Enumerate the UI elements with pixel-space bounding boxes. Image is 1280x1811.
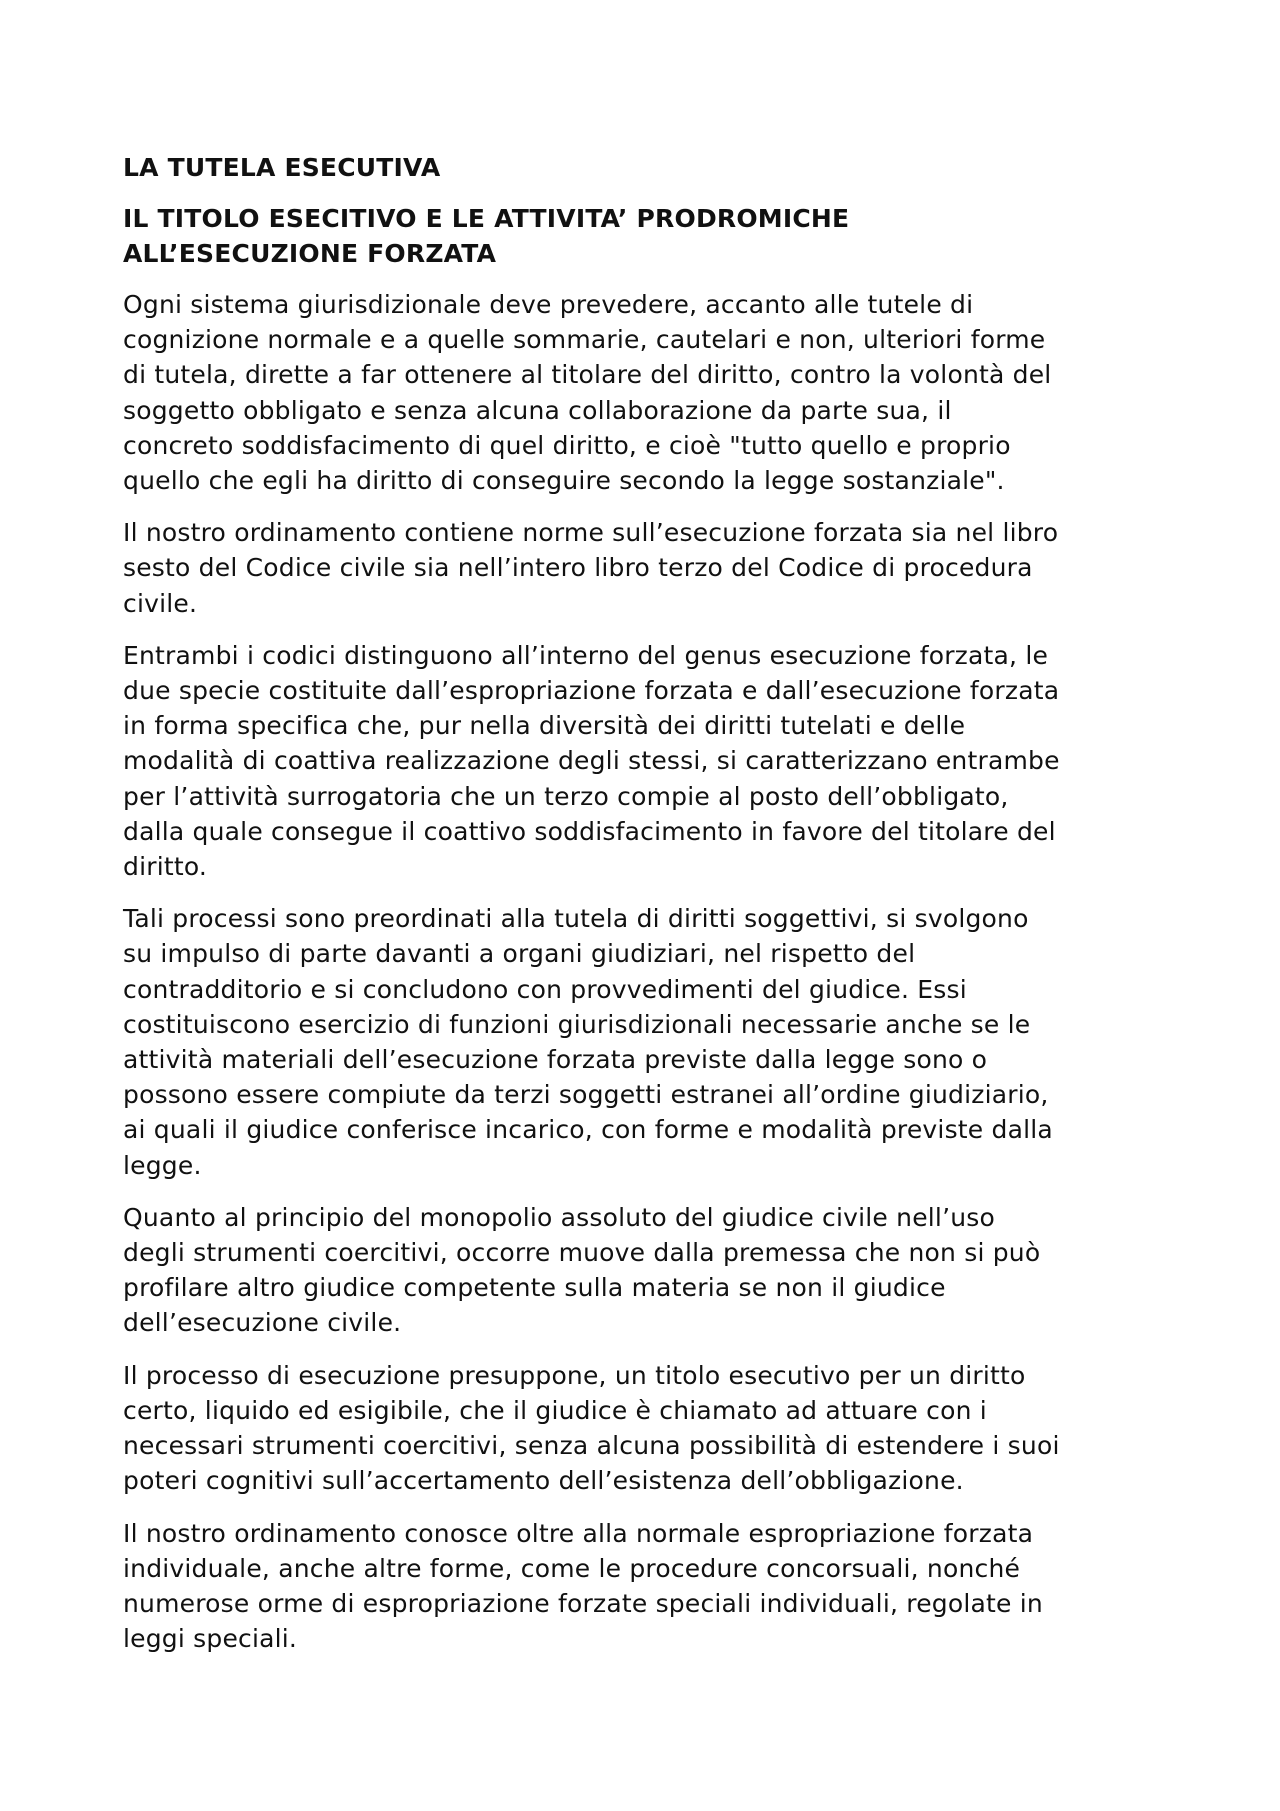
text-line: sesto del Codice civile sia nell’intero libro terzo del Codice di procedura [123,553,1033,583]
document-body [123,150,1173,1673]
text-line: su impulso di parte davanti a organi giudiziari, nel rispetto del [123,939,916,969]
text-line: concreto soddisfacimento di quel diritto, e cioè "tutto quello e proprio [123,430,1011,460]
text-line: modalità di coattiva realizzazione degli stessi, si caratterizzano entrambe [123,746,1060,776]
text-line: necessari strumenti coercitivi, senza alcuna possibilità di estendere i suoi [123,1431,1060,1461]
text-line: degli strumenti coercitivi, occorre muove dalla premessa che non si può [123,1238,1041,1268]
text-line: certo, liquido ed esigibile, che il giudice è chiamato ad attuare con i [123,1395,987,1425]
subtitle-line: IL TITOLO ESECITIVO E LE ATTIVITA’ PRODROMICHE [123,204,850,233]
text-line: diritto. [123,852,208,882]
text-line: quello che egli ha diritto di conseguire secondo la legge sostanziale". [123,466,1005,496]
text-line: numerose orme di espropriazione forzate speciali individuali, regolate in [123,1588,1043,1618]
document-subtitle [123,201,1173,271]
text-line: in forma specifica che, pur nella diversità dei diritti tutelati e delle [123,711,966,741]
text-line: cognizione normale e a quelle sommarie, cautelari e non, ulteriori forme [123,325,1046,355]
text-line: soggetto obbligato e senza alcuna collaborazione da parte sua, il [123,395,952,425]
text-line: Il nostro ordinamento contiene norme sull’esecuzione forzata sia nel libro [123,518,1059,548]
paragraph-5 [123,1200,1173,1341]
text-line: Entrambi i codici distinguono all’interno del genus esecuzione forzata, le [123,640,1049,670]
paragraph-6 [123,1358,1173,1499]
text-line: profilare altro giudice competente sulla materia se non il giudice [123,1273,946,1303]
text-line: Ogni sistema giurisdizionale deve prevedere, accanto alle tutele di [123,290,974,319]
paragraph-1 [123,287,1173,498]
text-line: per l’attività surrogatoria che un terzo compie al posto dell’obbligato, [123,781,1009,811]
text-line: costituiscono esercizio di funzioni giurisdizionali necessarie anche se le [123,1009,1031,1039]
text-line: possono essere compiute da terzi soggetti estranei all’ordine giudiziario, [123,1080,1049,1110]
text-line: Quanto al principio del monopolio assoluto del giudice civile nell’uso [123,1202,995,1232]
text-line: due specie costituite dall’espropriazione forzata e dall’esecuzione forzata [123,676,1060,706]
text-line: dell’esecuzione civile. [123,1308,402,1338]
paragraph-4 [123,901,1173,1183]
text-line: Tali processi sono preordinati alla tutela di diritti soggettivi, si svolgono [123,904,1029,934]
text-line: legge. [123,1150,202,1180]
document-title: LA TUTELA ESECUTIVA [123,153,441,182]
text-line: Il processo di esecuzione presuppone, un titolo esecutivo per un diritto [123,1360,1026,1390]
text-line: individuale, anche altre forme, come le procedure concorsuali, nonché [123,1553,1021,1583]
text-line: civile. [123,588,198,618]
paragraph-7 [123,1516,1173,1657]
text-line: di tutela, dirette a far ottenere al titolare del diritto, contro la volontà del [123,360,1052,390]
text-line: ai quali il giudice conferisce incarico, con forme e modalità previste dalla [123,1115,1053,1145]
paragraph-3 [123,638,1173,884]
text-line: Il nostro ordinamento conosce oltre alla normale espropriazione forzata [123,1518,1034,1548]
subtitle-line: ALL’ESECUZIONE FORZATA [123,239,497,268]
text-line: dalla quale consegue il coattivo soddisfacimento in favore del titolare del [123,816,1056,846]
text-line: poteri cognitivi sull’accertamento dell’esistenza dell’obbligazione. [123,1466,964,1496]
text-line: attività materiali dell’esecuzione forzata previste dalla legge sono o [123,1045,988,1075]
text-line: contradditorio e si concludono con provvedimenti del giudice. Essi [123,974,967,1004]
text-line: leggi speciali. [123,1624,298,1654]
paragraph-2 [123,515,1173,621]
